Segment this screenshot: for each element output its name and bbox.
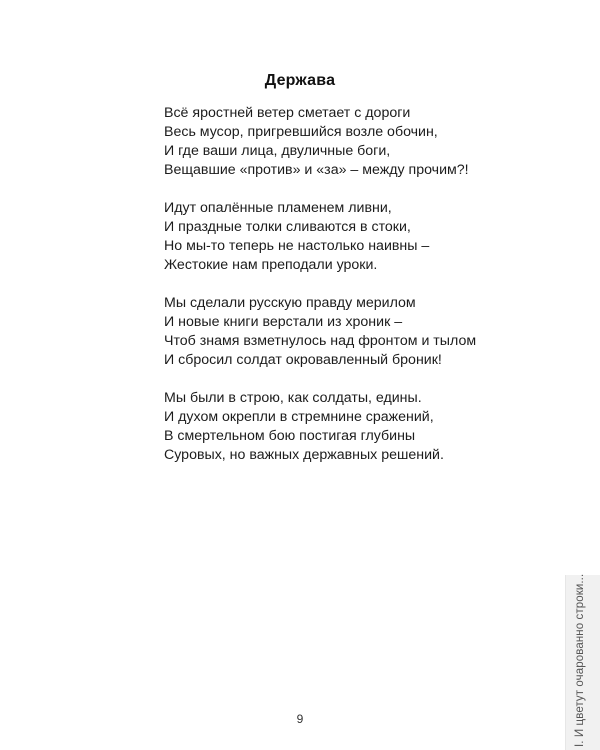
poem-line: И духом окрепли в стремнине сражений, — [164, 409, 434, 425]
stanza-1 — [164, 104, 494, 180]
poem-line: И где ваши лица, двуличные боги, — [164, 143, 391, 159]
poem-line: И новые книги верстали из хроник – — [164, 314, 403, 330]
poem-line: Мы сделали русскую правду мерилом — [164, 295, 416, 311]
poem-line: Но мы-то теперь не настолько наивны – — [164, 238, 430, 254]
poem-line: И праздные толки сливаются в стоки, — [164, 219, 411, 235]
poem-line: В смертельном бою постигая глубины — [164, 428, 416, 444]
poem-line: Жестокие нам преподали уроки. — [164, 257, 378, 273]
poem-line: Всё яростней ветер сметает с дороги — [164, 105, 411, 121]
chapter-side-tab-label: I. И цветут очарованно строки... — [574, 573, 586, 747]
poem-line: Чтоб знамя взметнулось над фронтом и тылом — [164, 333, 477, 349]
stanza-2 — [164, 199, 494, 275]
poem-line: Весь мусор, пригревшийся возле обочин, — [164, 124, 438, 140]
poem-line: И сбросил солдат окровавленный броник! — [164, 352, 442, 368]
poem-line: Вещавшие «против» и «за» – между прочим?! — [164, 162, 469, 178]
poem-line: Мы были в строю, как солдаты, едины. — [164, 390, 422, 406]
poem-line: Идут опалённые пламенем ливни, — [164, 200, 392, 216]
poem-body — [164, 104, 494, 484]
stanza-4 — [164, 389, 494, 465]
stanza-3 — [164, 294, 494, 370]
page-number: 9 — [296, 712, 304, 726]
poem-title: Держава — [264, 72, 336, 89]
poem-line: Суровых, но важных державных решений. — [164, 447, 444, 463]
